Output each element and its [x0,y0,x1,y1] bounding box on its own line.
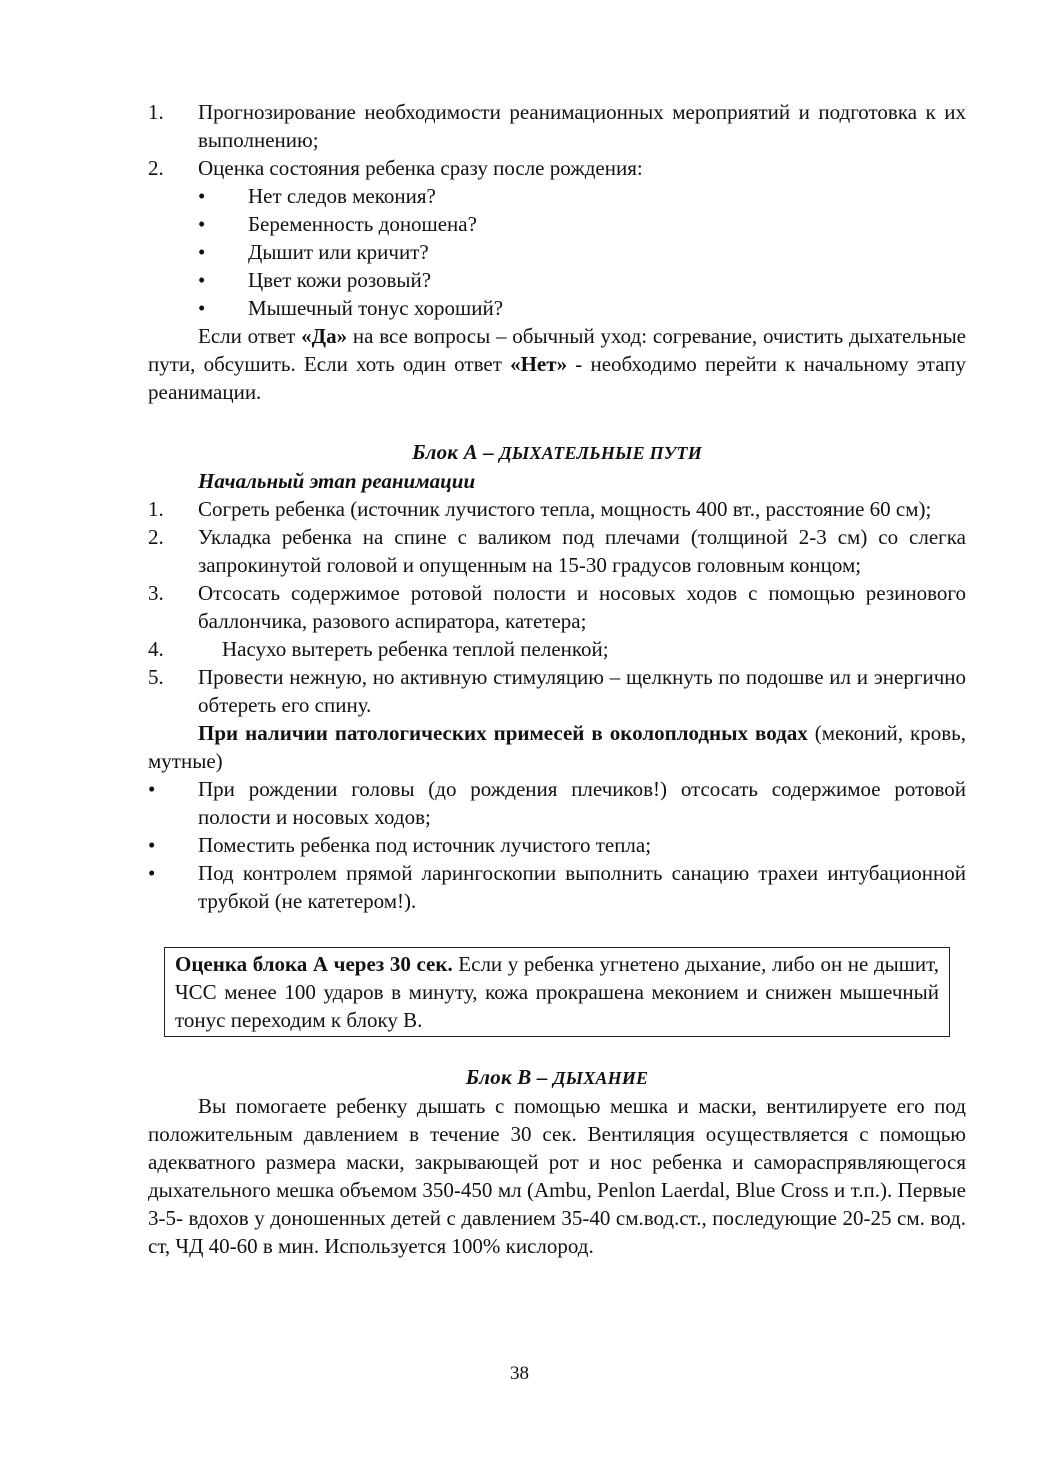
bullet-text: Нет следов мекония? [248,184,436,208]
pathology-bold: При наличии патологических примесей в околоплодных водах [198,721,808,745]
answer-yes: «Да» [301,324,348,348]
list-number: 1. [148,497,164,521]
block-a-assessment-box [164,947,950,1037]
box-bold: Оценка блока А через 30 сек. [175,952,453,976]
answer-text-1: Если ответ [198,324,302,348]
box-text: Если у ребенка угнетено дыхание, либо он не дышит, ЧСС менее 100 ударов в минуту, кожа прокрашена меконием и снижен мышечный тонус переходим к блоку В. [175,952,940,1032]
list-number: 1. [148,100,164,124]
answer-paragraph [148,322,966,406]
list-number: 3. [148,581,164,605]
pathology-paragraph [148,719,966,775]
list-text: Оценка состояния ребенка сразу после рождения: [198,156,643,180]
bullet-text: Дышит или кричит? [248,240,429,264]
block-b-heading-rest: ДЫХАНИЕ [553,1068,649,1088]
assessment-bullet-4 [148,266,966,294]
bullet-icon: • [198,296,206,320]
block-a-step-4 [148,635,966,663]
intro-item-1 [148,98,966,154]
assessment-bullet-2 [148,210,966,238]
pathology-bullet-1 [148,775,966,831]
bullet-text: Под контролем прямой ларингоскопии выполнить санацию трахеи интубационной трубкой (не катетером!). [198,861,966,913]
list-number: 5. [148,665,164,689]
pathology-bullet-3 [148,859,966,915]
bullet-icon: • [148,861,156,885]
block-a-subheading: Начальный этап реанимации [198,469,476,493]
pathology-rest: (меконий, кровь, мутные) [148,721,966,773]
bullet-text: Поместить ребенка под источник лучистого тепла; [198,833,652,857]
assessment-bullet-3 [148,238,966,266]
list-text: Отсосать содержимое ротовой полости и носовых ходов с помощью резинового баллончика, разового аспиратора, катетера; [198,581,966,633]
list-text: Провести нежную, но активную стимуляцию – щелкнуть по подошве ил и энергично обтереть его спину. [198,665,966,717]
bullet-icon: • [148,777,156,801]
list-number: 2. [148,156,164,180]
bullet-text: Мышечный тонус хороший? [248,296,504,320]
bullet-text: При рождении головы (до рождения плечиков!) отсосать содержимое ротовой полости и носовых ходов; [198,777,966,829]
bullet-icon: • [198,240,206,264]
block-b-heading-cap: Блок В – [465,1065,554,1089]
assessment-bullet-5 [148,294,966,322]
block-a-step-1 [148,495,966,523]
bullet-icon: • [198,212,206,236]
bullet-text: Беременность доношена? [248,212,477,236]
bullet-icon: • [148,833,156,857]
list-number: 2. [148,525,164,549]
block-a-step-5 [148,663,966,719]
bullet-icon: • [198,184,206,208]
bullet-icon: • [198,268,206,292]
assessment-bullet-1 [148,182,966,210]
list-text: Согреть ребенка (источник лучистого тепла, мощность 400 вт., расстояние 60 см); [198,497,932,521]
bullet-text: Цвет кожи розовый? [248,268,432,292]
block-a-step-3 [148,579,966,635]
list-number: 4. [148,637,164,661]
page-content [148,98,966,1260]
pathology-bullet-2 [148,831,966,859]
list-text: Прогнозирование необходимости реанимационных мероприятий и подготовка к их выполнению; [198,100,966,152]
block-a-heading-cap: Блок А – [412,440,500,464]
block-a-heading-rest: ДЫХАТЕЛЬНЫЕ ПУТИ [499,443,702,463]
list-text: Насухо вытереть ребенка теплой пеленкой; [222,637,609,661]
block-a-heading [148,438,966,467]
answer-no: «Нет» [510,352,568,376]
list-text: Укладка ребенка на спине с валиком под плечами (толщиной 2-3 см) со слегка запрокинутой головой и опущенным на 15-30 градусов головным концом; [198,525,966,577]
page-number: 38 [510,1363,529,1384]
block-b-heading [148,1063,966,1092]
answer-text-3: - необходимо перейти к начальному этапу реанимации. [148,352,966,404]
intro-item-2 [148,154,966,182]
answer-text-2: на все вопросы – обычный уход: согревание, очистить дыхательные пути, обсушить. Если хоть один ответ [148,324,966,376]
block-a-step-2 [148,523,966,579]
block-b-paragraph: Вы помогаете ребенку дышать с помощью мешка и маски, вентилируете его под положительным давлением в течение 30 сек. Вентиляция осуществляется с помощью адекватного размера маски, закрывающей рот и нос ребенка и самораспрявляющегося дыхательного мешка объемом 350-450 мл (Ambu, Penlon Laerdal, Blue Cross и т.п.). Первые 3-5- вдохов у доношенных детей с давлением 35-40 см.вод.ст., последующие 20-25 см. вод. ст, ЧД 40-60 в мин. Используется 100% кислород. [148,1094,966,1258]
